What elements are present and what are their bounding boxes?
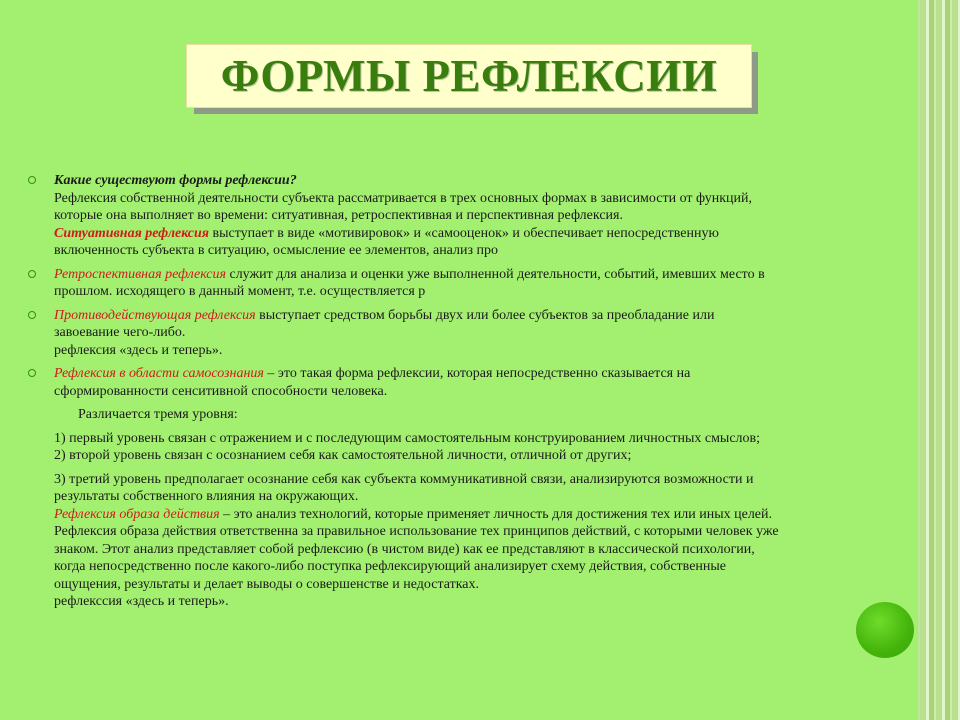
list-item <box>26 266 892 301</box>
item-text: когда непосредственно после какого-либо поступка рефлексирующий анализирует схему действия, собственные <box>54 559 727 574</box>
item-text: завоевание чего-либо. <box>54 325 186 340</box>
item-text: прошлом. исходящего в данный момент, т.е. осуществляется р <box>54 284 426 299</box>
item-text: Рефлексия собственной деятельности субъекта рассматривается в трех основных формах в зависимости от функций, <box>54 190 753 206</box>
list-item <box>26 172 892 260</box>
term-highlight: Рефлексия образа действия <box>54 506 220 522</box>
levels-block <box>26 406 892 611</box>
item-text: ощущения, результаты и делает выводы о совершенстве и недостатках. <box>54 576 480 592</box>
level-text: 1) первый уровень связан с отражением и с последующим самостоятельным конструированием личностных смыслов; <box>54 430 761 446</box>
item-text: выступает в виде «мотивировок» и «самооценок» и обеспечивает непосредственную <box>209 225 719 241</box>
slide-title: ФОРМЫ РЕФЛЕКСИИ <box>220 51 718 101</box>
slide-content <box>26 172 892 617</box>
list-item <box>26 365 892 400</box>
circle-bullet-icon <box>28 311 36 319</box>
list-item <box>26 307 892 360</box>
circle-bullet-icon <box>28 176 36 184</box>
item-line <box>54 225 892 243</box>
level-text: 2) второй уровень связан с осознанием себя как самостоятельной личности, отличной от других; <box>54 448 632 463</box>
item-text: Рефлексия образа действия ответственна за правильное использование тех принципов действий, с которыми человек уже <box>54 524 779 539</box>
item-text: – это анализ технологий, которые применяет личность для достижения тех или иных целей. <box>219 506 773 522</box>
term-highlight: Рефлексия в области самосознания <box>54 366 264 381</box>
item-text: которые она выполняет во времени: ситуативная, ретроспективная и перспективная рефлексия. <box>54 208 623 223</box>
item-text: – это такая форма рефлексии, которая непосредственно сказывается на <box>263 366 691 381</box>
item-line <box>54 307 892 325</box>
title-box <box>186 44 752 108</box>
level-text: результаты собственного влияния на окружающих. <box>54 489 359 504</box>
term-highlight: Противодействующая рефлексия <box>54 307 256 323</box>
level-text: 3) третий уровень предполагает осознание себя как субъекта коммуникативной связи, анализируются возможности и <box>54 471 754 487</box>
item-line <box>54 506 892 524</box>
term-highlight: Ситуативная рефлексия <box>54 225 210 241</box>
item-text: служит для анализа и оценки уже выполненной деятельности, событий, имевших место в <box>225 266 765 282</box>
term-highlight: Ретроспективная рефлексия <box>54 266 226 282</box>
decorative-stripes <box>920 0 960 720</box>
green-circle-button[interactable] <box>856 602 914 658</box>
question-text: Какие существуют формы рефлексии? <box>54 173 297 188</box>
item-text: рефлекссия «здесь и теперь». <box>54 594 229 609</box>
levels-heading: Различается тремя уровня: <box>78 407 238 422</box>
circle-bullet-icon <box>28 270 36 278</box>
item-line <box>54 365 892 383</box>
circle-bullet-icon <box>28 369 36 377</box>
item-line <box>54 266 892 284</box>
item-text: включенность субъекта в ситуацию, осмысление ее элементов, анализ про <box>54 243 499 258</box>
item-text: сформированности сенситивной способности человека. <box>54 383 388 399</box>
item-text: выступает средством борьбы двух или более субъектов за преобладание или <box>255 307 715 323</box>
item-text: рефлексия «здесь и теперь». <box>54 342 223 358</box>
item-text: знаком. Этот анализ представляет собой рефлексию (в чистом виде) как ее представляют в классической психологии, <box>54 541 755 557</box>
